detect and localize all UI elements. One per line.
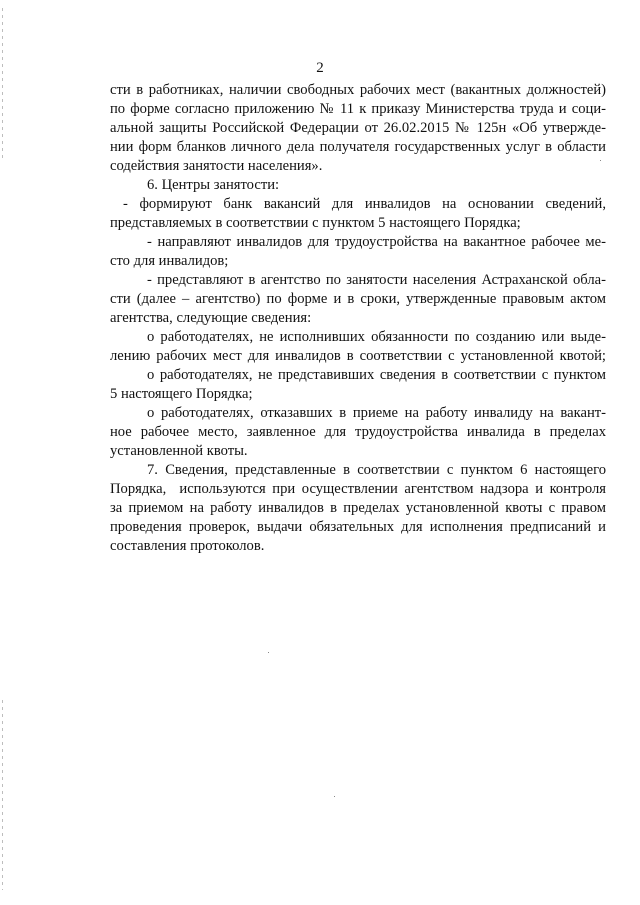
text-line: представляемых в соответствии с пунктом 5 настоящего Порядка; bbox=[110, 215, 521, 231]
section-heading: 6. Центры занятости: bbox=[147, 177, 280, 193]
scan-edge-mark-bottom bbox=[2, 700, 3, 890]
text-line: лению рабочих мест для инвалидов в соответствии с установленной квотой; bbox=[110, 348, 606, 364]
text-line: составления протоколов. bbox=[110, 538, 265, 554]
text-line: нии форм бланков личного дела получателя государственных услуг в области bbox=[110, 139, 606, 155]
text-line: альной защиты Российской Федерации от 26.02.2015 № 125н «Об утвержде- bbox=[110, 120, 606, 136]
scan-speck bbox=[334, 796, 335, 797]
text-line: проведения проверок, выдачи обязательных для исполнения предписаний и bbox=[110, 519, 606, 535]
text-line: 7. Сведения, представленные в соответствии с пунктом 6 настоящего bbox=[147, 462, 606, 478]
text-line: о работодателях, не представивших сведения в соответствии с пунктом bbox=[147, 367, 606, 383]
text-line: ное рабочее место, заявленное для трудоустройства инвалида в пределах bbox=[110, 424, 606, 440]
text-line: установленной квоты. bbox=[110, 443, 248, 459]
text-line: - направляют инвалидов для трудоустройства на вакантное рабочее ме- bbox=[147, 234, 606, 250]
scan-speck bbox=[268, 652, 269, 653]
page-number: 2 bbox=[316, 60, 324, 76]
text-line: - представляют в агентство по занятости населения Астраханской обла- bbox=[147, 272, 606, 288]
text-line: о работодателях, отказавших в приеме на работу инвалиду на вакант- bbox=[147, 405, 606, 421]
text-line: - формируют банк вакансий для инвалидов на основании сведений, bbox=[123, 196, 606, 212]
text-line: агентства, следующие сведения: bbox=[110, 310, 312, 326]
text-line: сти в работниках, наличии свободных рабочих мест (вакантных должностей) bbox=[110, 82, 606, 98]
text-line: за приемом на работу инвалидов в пределах установленной квоты с правом bbox=[110, 500, 606, 516]
text-line: Порядка, используются при осуществлении агентством надзора и контроля bbox=[110, 481, 606, 497]
text-line: по форме согласно приложению № 11 к приказу Министерства труда и соци- bbox=[110, 101, 606, 117]
scan-speck bbox=[600, 160, 601, 161]
text-line: 5 настоящего Порядка; bbox=[110, 386, 253, 402]
text-line: о работодателях, не исполнивших обязанности по созданию или выде- bbox=[147, 329, 606, 345]
scan-edge-mark-top bbox=[2, 8, 3, 158]
text-line: сти (далее – агентство) по форме и в сроки, утвержденные правовым актом bbox=[110, 291, 606, 307]
text-line: содействия занятости населения». bbox=[110, 158, 323, 174]
text-line: сто для инвалидов; bbox=[110, 253, 229, 269]
